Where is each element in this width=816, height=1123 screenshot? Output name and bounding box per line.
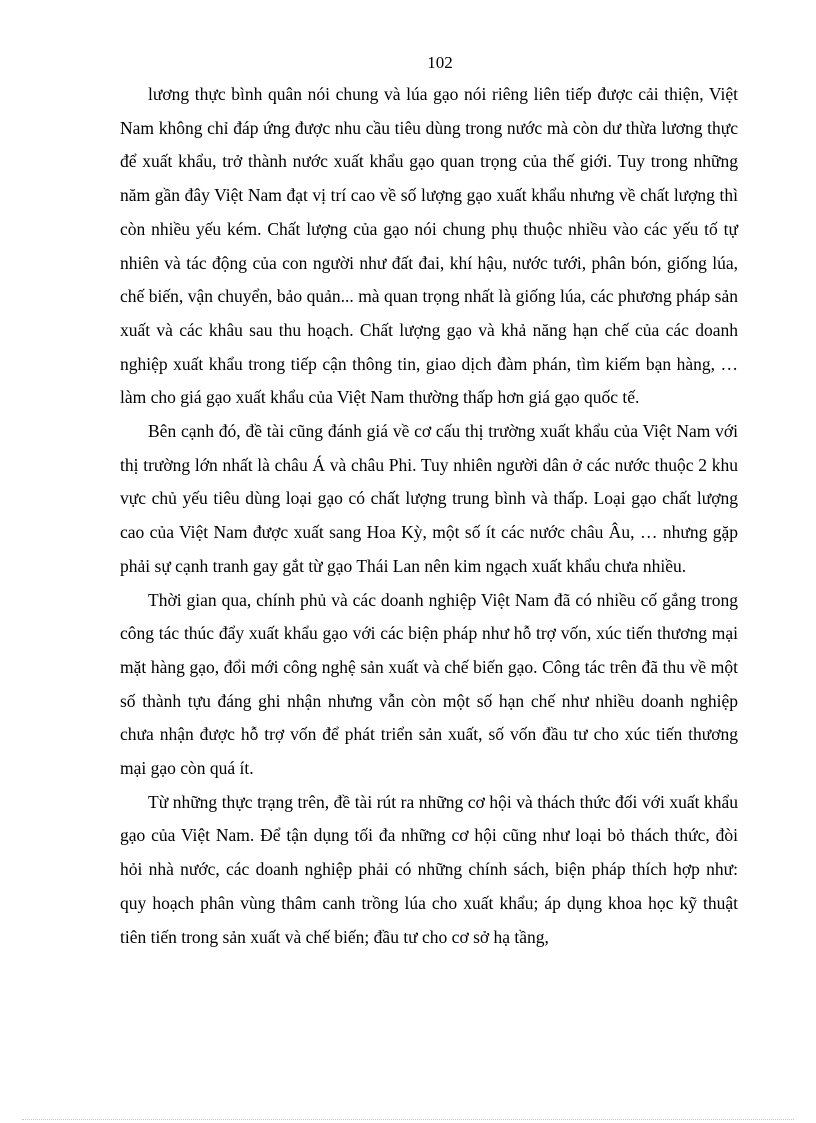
paragraph-3: Thời gian qua, chính phủ và các doanh nghiệp Việt Nam đã có nhiều cố gắng trong công tác thúc đẩy xuất khẩu gạo với các biện pháp như hỗ trợ vốn, xúc tiến thương mại mặt hàng gạo, đổi mới công nghệ sản xuất và chế biến gạo. Công tác trên đã thu về một số thành tựu đáng ghi nhận nhưng vẫn còn một số hạn chế như nhiều doanh nghiệp chưa nhận được hỗ trợ vốn để phát triển sản xuất, số vốn đầu tư cho xúc tiến thương mại gạo còn quá ít. (120, 589, 738, 779)
body-text (120, 78, 738, 954)
page-number: 102 (427, 53, 453, 72)
page-bottom-rule (22, 1119, 794, 1120)
paragraph-4: Từ những thực trạng trên, đề tài rút ra những cơ hội và thách thức đối với xuất khẩu gạo của Việt Nam. Để tận dụng tối đa những cơ hội cũng như loại bỏ thách thức, đòi hỏi nhà nước, các doanh nghiệp phải có những chính sách, biện pháp thích hợp như: quy hoạch phân vùng thâm canh trồng lúa cho xuất khẩu; áp dụng khoa học kỹ thuật tiên tiến trong sản xuất và chế biến; đầu tư cho cơ sở hạ tầng, (120, 791, 738, 947)
paragraph-1: lương thực bình quân nói chung và lúa gạo nói riêng liên tiếp được cải thiện, Việt Nam không chỉ đáp ứng được nhu cầu tiêu dùng trong nước mà còn dư thừa lương thực để xuất khẩu, trở thành nước xuất khẩu gạo quan trọng của thế giới. Tuy trong những năm gần đây Việt Nam đạt vị trí cao về số lượng gạo xuất khẩu nhưng về chất lượng thì còn nhiều yếu kém. Chất lượng của gạo nói chung phụ thuộc nhiều vào các yếu tố tự nhiên và tác động của con người như đất đai, khí hậu, nước tưới, phân bón, giống lúa, chế biến, vận chuyển, bảo quản... mà quan trọng nhất là giống lúa, các phương pháp sản xuất và các khâu sau thu hoạch. Chất lượng gạo và khả năng hạn chế của các doanh nghiệp xuất khẩu trong tiếp cận thông tin, giao dịch đàm phán, tìm kiếm bạn hàng, … làm cho giá gạo xuất khẩu của Việt Nam thường thấp hơn giá gạo quốc tế. (120, 84, 738, 408)
paragraph-2: Bên cạnh đó, đề tài cũng đánh giá về cơ cấu thị trường xuất khẩu của Việt Nam với thị trường lớn nhất là châu Á và châu Phi. Tuy nhiên người dân ở các nước thuộc 2 khu vực chủ yếu tiêu dùng loại gạo có chất lượng trung bình và thấp. Loại gạo chất lượng cao của Việt Nam được xuất sang Hoa Kỳ, một số ít các nước châu Âu, … nhưng gặp phải sự cạnh tranh gay gắt từ gạo Thái Lan nên kim ngạch xuất khẩu chưa nhiều. (120, 421, 738, 576)
